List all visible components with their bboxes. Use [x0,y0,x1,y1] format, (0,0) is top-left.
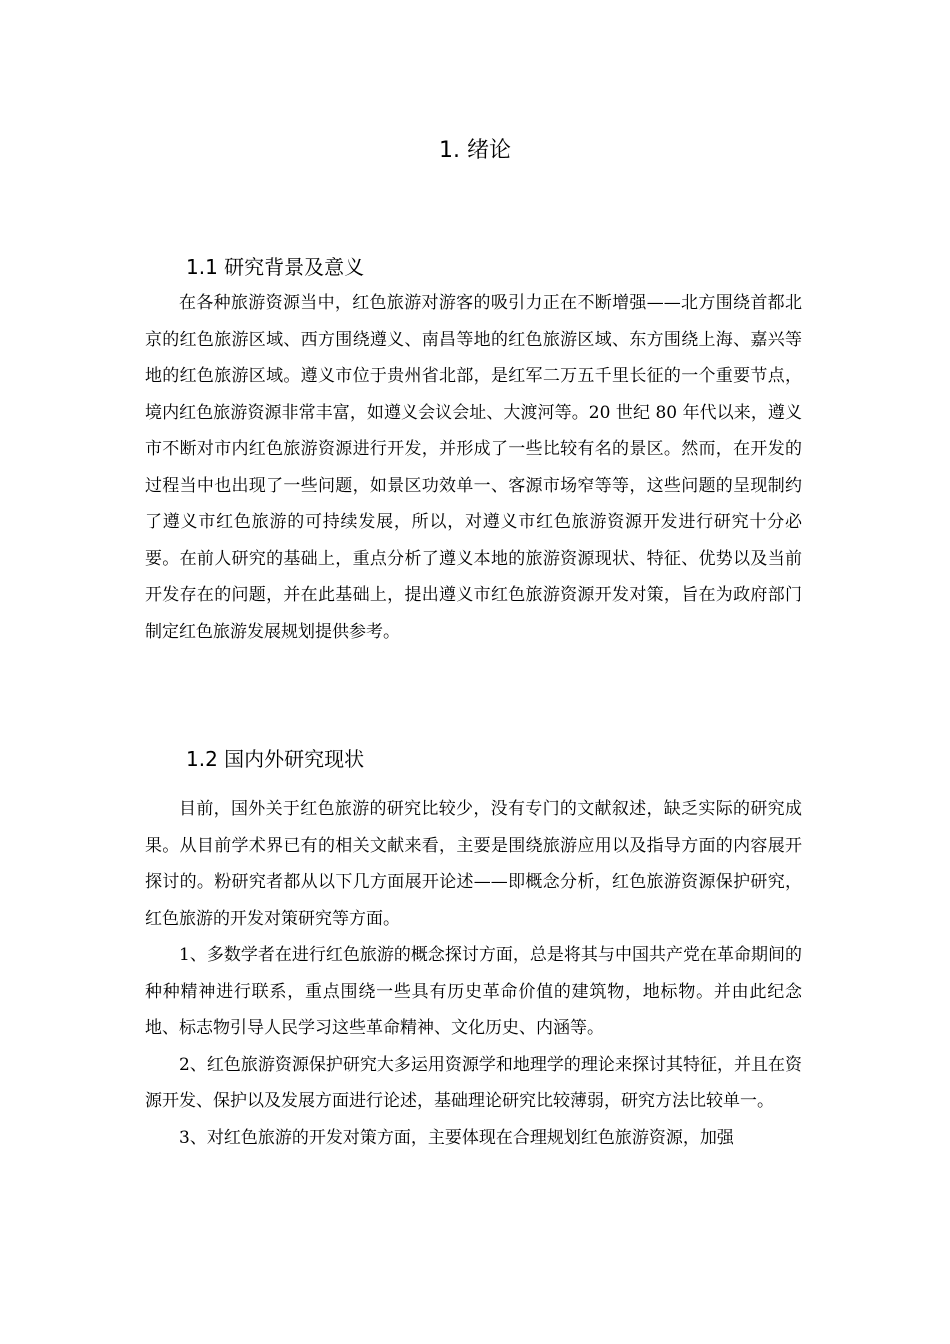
paragraph: 2、红色旅游资源保护研究大多运用资源学和地理学的理论来探讨其特征，并且在资源开发、保护以及发展方面进行论述，基础理论研究比较薄弱，研究方法比较单一。 [145,1054,802,1111]
section-title-1-2: 1.2 国内外研究现状 [186,747,365,771]
section-1-1-body [145,285,802,650]
section-title-1-1: 1.1 研究背景及意义 [186,255,365,279]
chapter-title: 1. 绪论 [439,138,511,163]
paragraph: 3、对红色旅游的开发对策方面，主要体现在合理规划红色旅游资源，加强 [179,1127,734,1148]
section-1-2-body [145,791,802,1156]
paragraph: 在各种旅游资源当中，红色旅游对游客的吸引力正在不断增强——北方围绕首都北京的红色旅游区域、西方围绕遵义、南昌等地的红色旅游区域、东方围绕上海、嘉兴等地的红色旅游区域。遵义市位于贵州省北部，是红军二万五千里长征的一个重要节点，境内红色旅游资源非常丰富，如遵义会议会址、大渡河等。20 世纪 80 年代以来，遵义市不断对市内红色旅游资源进行开发，并形成了一些比较有名的景区。然而，在开发的过程当中也出现了一些问题，如景区功效单一、客源市场窄等等，这些问题的呈现制约了遵义市红色旅游的可持续发展，所以，对遵义市红色旅游资源开发进行研究十分必要。在前人研究的基础上，重点分析了遵义本地的旅游资源现状、特征、优势以及当前开发存在的问题，并在此基础上，提出遵义市红色旅游资源开发对策，旨在为政府部门制定红色旅游发展规划提供参考。 [145,293,802,642]
paragraph: 目前，国外关于红色旅游的研究比较少，没有专门的文献叙述，缺乏实际的研究成果。从目前学术界已有的相关文献来看，主要是围绕旅游应用以及指导方面的内容展开探讨的。粉研究者都从以下几方面展开论述——即概念分析，红色旅游资源保护研究，红色旅游的开发对策研究等方面。 [145,799,802,929]
paragraph: 1、多数学者在进行红色旅游的概念探讨方面，总是将其与中国共产党在革命期间的种种精神进行联系，重点围绕一些具有历史革命价值的建筑物，地标物。并由此纪念地、标志物引导人民学习这些革命精神、文化历史、内涵等。 [145,945,802,1038]
